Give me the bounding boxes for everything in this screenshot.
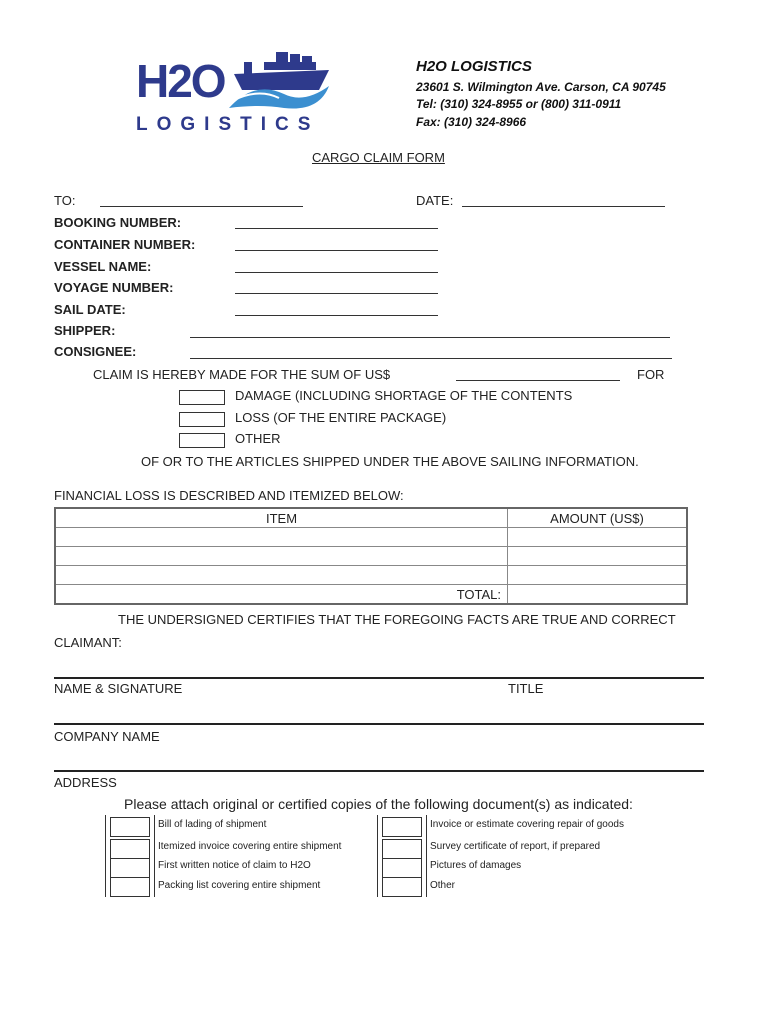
- claim-for: FOR: [637, 367, 665, 382]
- item-cell[interactable]: [55, 566, 508, 585]
- company-fax: Fax: (310) 324-8966: [416, 115, 527, 129]
- to-field[interactable]: [100, 206, 303, 207]
- logo-h2o-text: H2O: [136, 55, 225, 107]
- financial-intro: FINANCIAL LOSS IS DESCRIBED AND ITEMIZED BELOW:: [54, 488, 404, 503]
- damage-checkbox[interactable]: [179, 390, 225, 405]
- date-label: DATE:: [416, 193, 454, 208]
- loss-checkbox[interactable]: [179, 412, 225, 427]
- table-row: [55, 547, 687, 566]
- other-doc-checkbox[interactable]: [382, 877, 422, 897]
- consignee-field[interactable]: [190, 358, 672, 359]
- company-name: H2O LOGISTICS: [416, 58, 532, 75]
- claimant-label: CLAIMANT:: [54, 635, 122, 650]
- address-label: ADDRESS: [54, 775, 117, 790]
- shipper-label: SHIPPER:: [54, 323, 116, 338]
- certify-text: THE UNDERSIGNED CERTIFIES THAT THE FOREGOING FACTS ARE TRUE AND CORRECT: [118, 612, 676, 627]
- item-cell[interactable]: [55, 547, 508, 566]
- repair-invoice-label: Invoice or estimate covering repair of goods: [430, 819, 624, 830]
- item-column-header: ITEM: [55, 508, 508, 528]
- company-name-line[interactable]: [54, 723, 704, 725]
- form-title: CARGO CLAIM FORM: [312, 150, 445, 165]
- other-doc-label: Other: [430, 880, 456, 891]
- table-header-row: [55, 508, 687, 528]
- sail-date-label: SAIL DATE:: [54, 302, 126, 317]
- amount-cell[interactable]: [508, 566, 688, 585]
- container-label: CONTAINER NUMBER:: [54, 237, 196, 252]
- container-field[interactable]: [235, 250, 438, 251]
- sail-date-field[interactable]: [235, 315, 438, 316]
- first-notice-checkbox[interactable]: [110, 858, 150, 878]
- company-name-label: COMPANY NAME: [54, 729, 160, 744]
- voyage-label: VOYAGE NUMBER:: [54, 280, 174, 295]
- booking-label: BOOKING NUMBER:: [54, 215, 182, 230]
- title-label: TITLE: [508, 681, 544, 696]
- survey-certificate-checkbox[interactable]: [382, 839, 422, 859]
- claim-amount-field[interactable]: [456, 380, 620, 381]
- signature-line[interactable]: [54, 677, 704, 679]
- pictures-checkbox[interactable]: [382, 858, 422, 878]
- other-option: OTHER: [235, 431, 281, 446]
- bill-of-lading-label: Bill of lading of shipment: [158, 819, 267, 830]
- date-field[interactable]: [462, 206, 665, 207]
- table-row: [55, 528, 687, 547]
- packing-list-label: Packing list covering entire shipment: [158, 880, 321, 891]
- articles-text: OF OR TO THE ARTICLES SHIPPED UNDER THE ABOVE SAILING INFORMATION.: [141, 454, 639, 469]
- survey-certificate-label: Survey certificate of report, if prepared: [430, 841, 601, 852]
- itemized-invoice-checkbox[interactable]: [110, 839, 150, 859]
- itemized-invoice-label: Itemized invoice covering entire shipment: [158, 841, 342, 852]
- amount-cell[interactable]: [508, 528, 688, 547]
- total-amount-cell[interactable]: [508, 585, 688, 605]
- bill-of-lading-checkbox[interactable]: [110, 817, 150, 837]
- consignee-label: CONSIGNEE:: [54, 344, 137, 359]
- attach-heading: Please attach original or certified copies of the following document(s) as indicated:: [124, 796, 633, 812]
- voyage-field[interactable]: [235, 293, 438, 294]
- company-logo: [134, 50, 334, 140]
- logo-logistics-text: LOGISTICS: [136, 114, 320, 135]
- company-tel: Tel: (310) 324-8955 or (800) 311-0911: [416, 97, 622, 111]
- booking-field[interactable]: [235, 228, 438, 229]
- pictures-label: Pictures of damages: [430, 860, 522, 871]
- damage-option: DAMAGE (INCLUDING SHORTAGE OF THE CONTENTS: [235, 388, 573, 403]
- shipper-field[interactable]: [190, 337, 670, 338]
- total-label: TOTAL:: [55, 585, 508, 605]
- packing-list-checkbox[interactable]: [110, 877, 150, 897]
- first-notice-label: First written notice of claim to H2O: [158, 860, 311, 871]
- amount-cell[interactable]: [508, 547, 688, 566]
- item-cell[interactable]: [55, 528, 508, 547]
- to-label: TO:: [54, 193, 76, 208]
- total-row: [55, 585, 687, 605]
- amount-column-header: AMOUNT (US$): [508, 508, 688, 528]
- company-address: 23601 S. Wilmington Ave. Carson, CA 90745: [416, 80, 666, 94]
- loss-option: LOSS (OF THE ENTIRE PACKAGE): [235, 410, 447, 425]
- financial-table: [54, 507, 688, 605]
- name-signature-label: NAME & SIGNATURE: [54, 681, 183, 696]
- repair-invoice-checkbox[interactable]: [382, 817, 422, 837]
- address-line[interactable]: [54, 770, 704, 772]
- vessel-label: VESSEL NAME:: [54, 259, 152, 274]
- other-checkbox[interactable]: [179, 433, 225, 448]
- vessel-field[interactable]: [235, 272, 438, 273]
- table-row: [55, 566, 687, 585]
- claim-sentence: CLAIM IS HEREBY MADE FOR THE SUM OF US$: [93, 367, 391, 382]
